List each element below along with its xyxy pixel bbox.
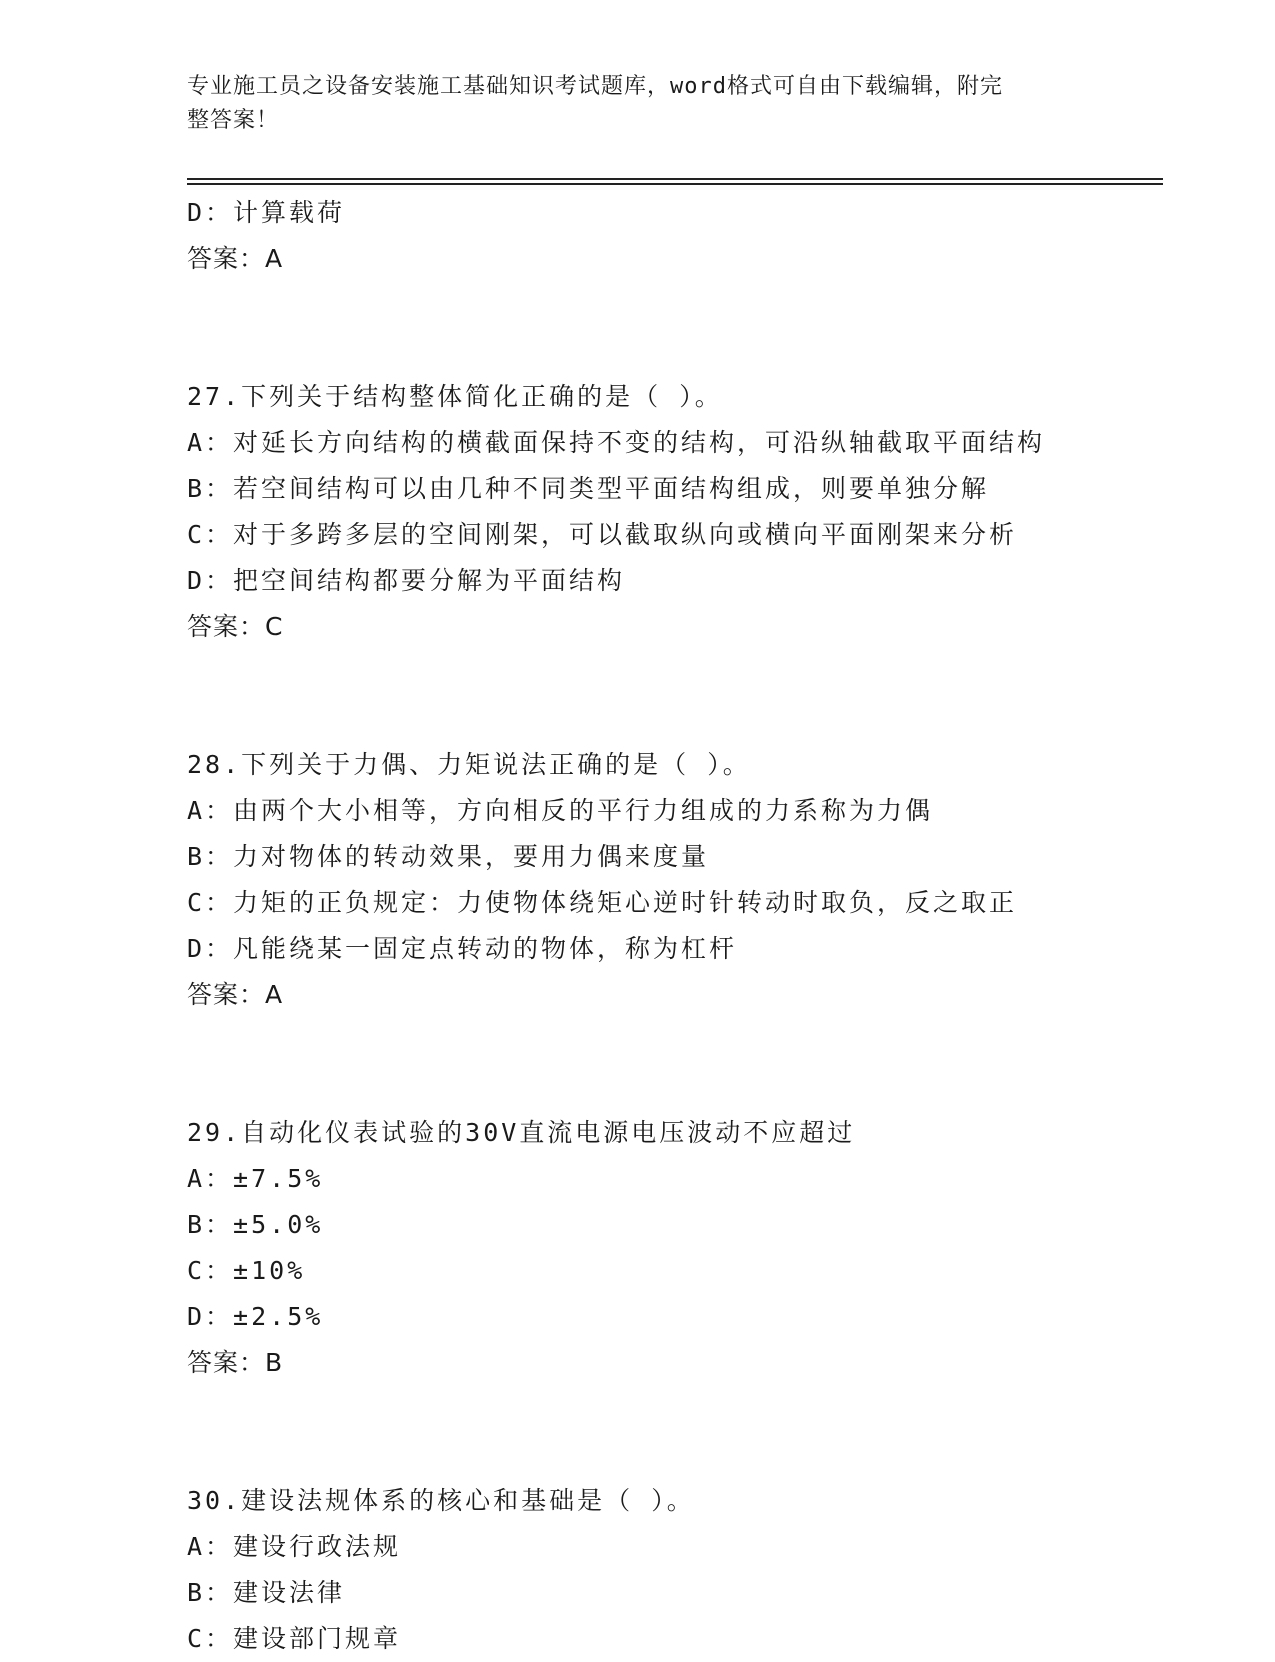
option-d: D：把空间结构都要分解为平面结构	[187, 566, 626, 595]
question-stem: 29.自动化仪表试验的30V直流电源电压波动不应超过	[187, 1118, 856, 1147]
option-d: D：±2.5%	[187, 1302, 324, 1331]
option-d: D：凡能绕某一固定点转动的物体，称为杠杆	[187, 934, 738, 963]
answer: 答案：A	[187, 980, 284, 1009]
spacer	[187, 650, 1167, 742]
question-28	[187, 742, 1167, 1018]
spacer	[187, 1386, 1167, 1478]
q26-option-d: D：计算载荷	[187, 198, 346, 227]
header-line-2: 整答案！	[187, 108, 280, 133]
option-b: B：±5.0%	[187, 1210, 324, 1239]
q26-answer: 答案：A	[187, 244, 284, 273]
answer: 答案：B	[187, 1348, 284, 1377]
question-stem: 28.下列关于力偶、力矩说法正确的是（ ）。	[187, 750, 751, 779]
header-line-1: 专业施工员之设备安装施工基础知识考试题库，word格式可自由下载编辑，附完	[187, 74, 1003, 99]
option-a: A：由两个大小相等，方向相反的平行力组成的力系称为力偶	[187, 796, 934, 825]
spacer	[187, 282, 1167, 374]
option-c: C：建设部门规章	[187, 1624, 402, 1653]
spacer	[187, 1018, 1167, 1110]
option-c: C：力矩的正负规定：力使物体绕矩心逆时针转动时取负，反之取正	[187, 888, 1018, 917]
option-a: A：对延长方向结构的横截面保持不变的结构，可沿纵轴截取平面结构	[187, 428, 1046, 457]
option-b: B：若空间结构可以由几种不同类型平面结构组成，则要单独分解	[187, 474, 990, 503]
header-divider-top	[187, 178, 1163, 180]
question-content	[187, 190, 1167, 1662]
answer: 答案：C	[187, 612, 284, 641]
option-c: C：±10%	[187, 1256, 306, 1285]
question-27	[187, 374, 1167, 650]
header-divider-bottom	[187, 183, 1163, 185]
question-stem: 27.下列关于结构整体简化正确的是（ ）。	[187, 382, 723, 411]
option-c: C：对于多跨多层的空间刚架，可以截取纵向或横向平面刚架来分析	[187, 520, 1018, 549]
option-b: B：力对物体的转动效果，要用力偶来度量	[187, 842, 710, 871]
question-30	[187, 1478, 1167, 1662]
option-b: B：建设法律	[187, 1578, 346, 1607]
question-29	[187, 1110, 1167, 1386]
document-header	[187, 70, 1067, 138]
option-a: A：±7.5%	[187, 1164, 324, 1193]
option-a: A：建设行政法规	[187, 1532, 402, 1561]
question-stem: 30.建设法规体系的核心和基础是（ ）。	[187, 1486, 695, 1515]
